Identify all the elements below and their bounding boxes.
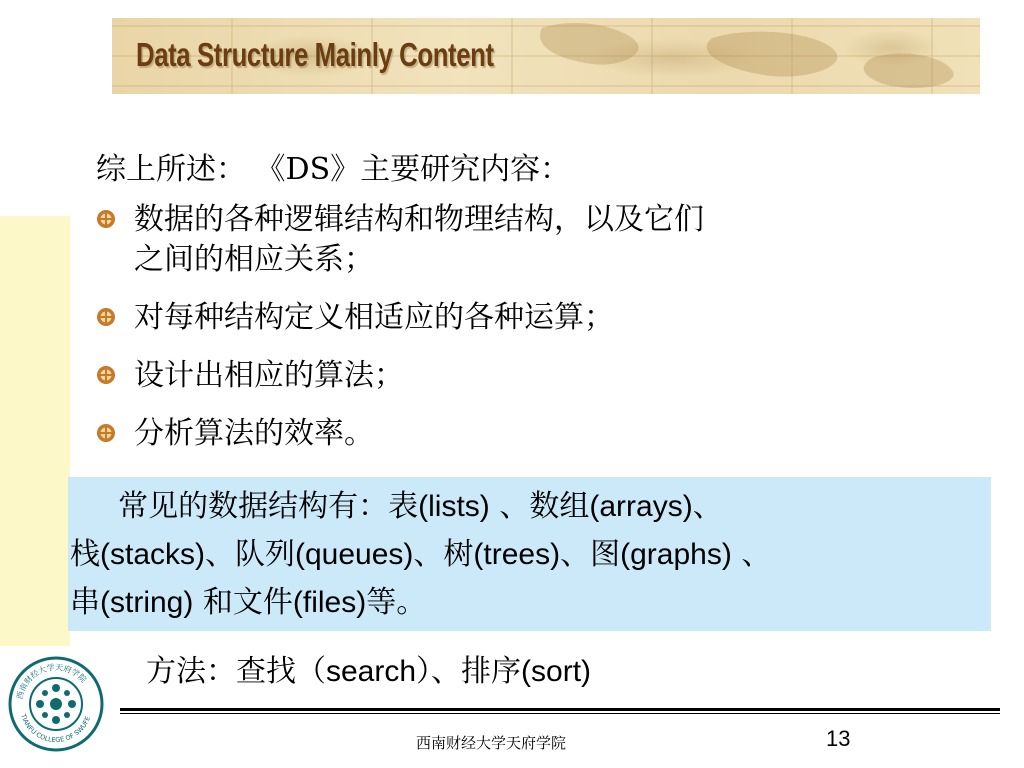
- bullet-item: [96, 200, 976, 280]
- bullet-item: [96, 356, 976, 396]
- methods-text: ）、排序: [416, 654, 522, 689]
- box-text-latin: (trees): [473, 538, 561, 571]
- box-text: 栈: [70, 537, 100, 572]
- bullet-text-continuation: 之间的相应关系；: [134, 242, 374, 277]
- box-text-latin: (graphs): [620, 538, 732, 571]
- box-text: 、图: [560, 537, 621, 572]
- slide-title: Data Structure Mainly Content: [136, 36, 494, 73]
- box-text: 和文件: [193, 585, 293, 620]
- box-line-1: [80, 483, 991, 531]
- footer-school-name: 西南财经大学天府学院: [416, 734, 567, 752]
- box-text-latin: (lists): [418, 490, 490, 523]
- bullet-icon: [96, 209, 116, 229]
- box-text: 、数组: [489, 489, 590, 524]
- college-logo: [8, 656, 104, 752]
- bullet-text: 设计出相应的算法；: [134, 358, 404, 393]
- box-text: 常见的数据结构有：表: [118, 489, 419, 524]
- main-content: [96, 150, 976, 472]
- page-number: 13: [826, 726, 851, 751]
- bullet-text: 分析算法的效率。: [134, 416, 374, 451]
- methods-line: [146, 650, 591, 694]
- svg-text:西南财经大学天府学院: 西南财经大学天府学院: [15, 662, 89, 701]
- box-text-latin: (files): [292, 586, 367, 619]
- footer-divider-thin: [120, 713, 1000, 714]
- box-text-latin: (arrays): [589, 490, 693, 523]
- methods-text-latin: search: [326, 655, 417, 688]
- box-text: 、: [731, 537, 772, 572]
- methods-text-latin: (sort): [521, 655, 592, 688]
- bullet-item: [96, 298, 976, 338]
- box-text: 、队列: [205, 537, 295, 572]
- box-text: 等。: [366, 585, 427, 620]
- svg-text:TIANFU COLLEGE OF SWUFE: TIANFU COLLEGE OF SWUFE: [19, 713, 93, 745]
- footer-divider: [120, 708, 1000, 711]
- box-text-latin: (stacks): [100, 538, 205, 571]
- box-line-3: [70, 579, 991, 627]
- bullet-icon: [96, 307, 116, 327]
- data-structures-box: [68, 477, 991, 631]
- box-text: 串: [70, 585, 100, 620]
- bullet-text: 数据的各种逻辑结构和物理结构，以及它们: [134, 202, 704, 237]
- indent: [80, 489, 118, 524]
- bullet-text: 对每种结构定义相适应的各种运算；: [134, 300, 614, 335]
- title-banner: [112, 18, 980, 94]
- intro-text: 综上所述： 《DS》主要研究内容：: [96, 152, 571, 187]
- box-text: 、: [692, 489, 723, 524]
- bullet-icon: [96, 365, 116, 385]
- left-decorative-strip: [0, 216, 70, 646]
- box-line-2: [70, 531, 991, 579]
- bullet-icon: [96, 423, 116, 443]
- box-text-latin: (string): [100, 586, 194, 619]
- methods-text: 方法：查找（: [146, 654, 326, 689]
- box-text-latin: (queues): [295, 538, 414, 571]
- bullet-item: [96, 414, 976, 454]
- box-text: 、树: [413, 537, 474, 572]
